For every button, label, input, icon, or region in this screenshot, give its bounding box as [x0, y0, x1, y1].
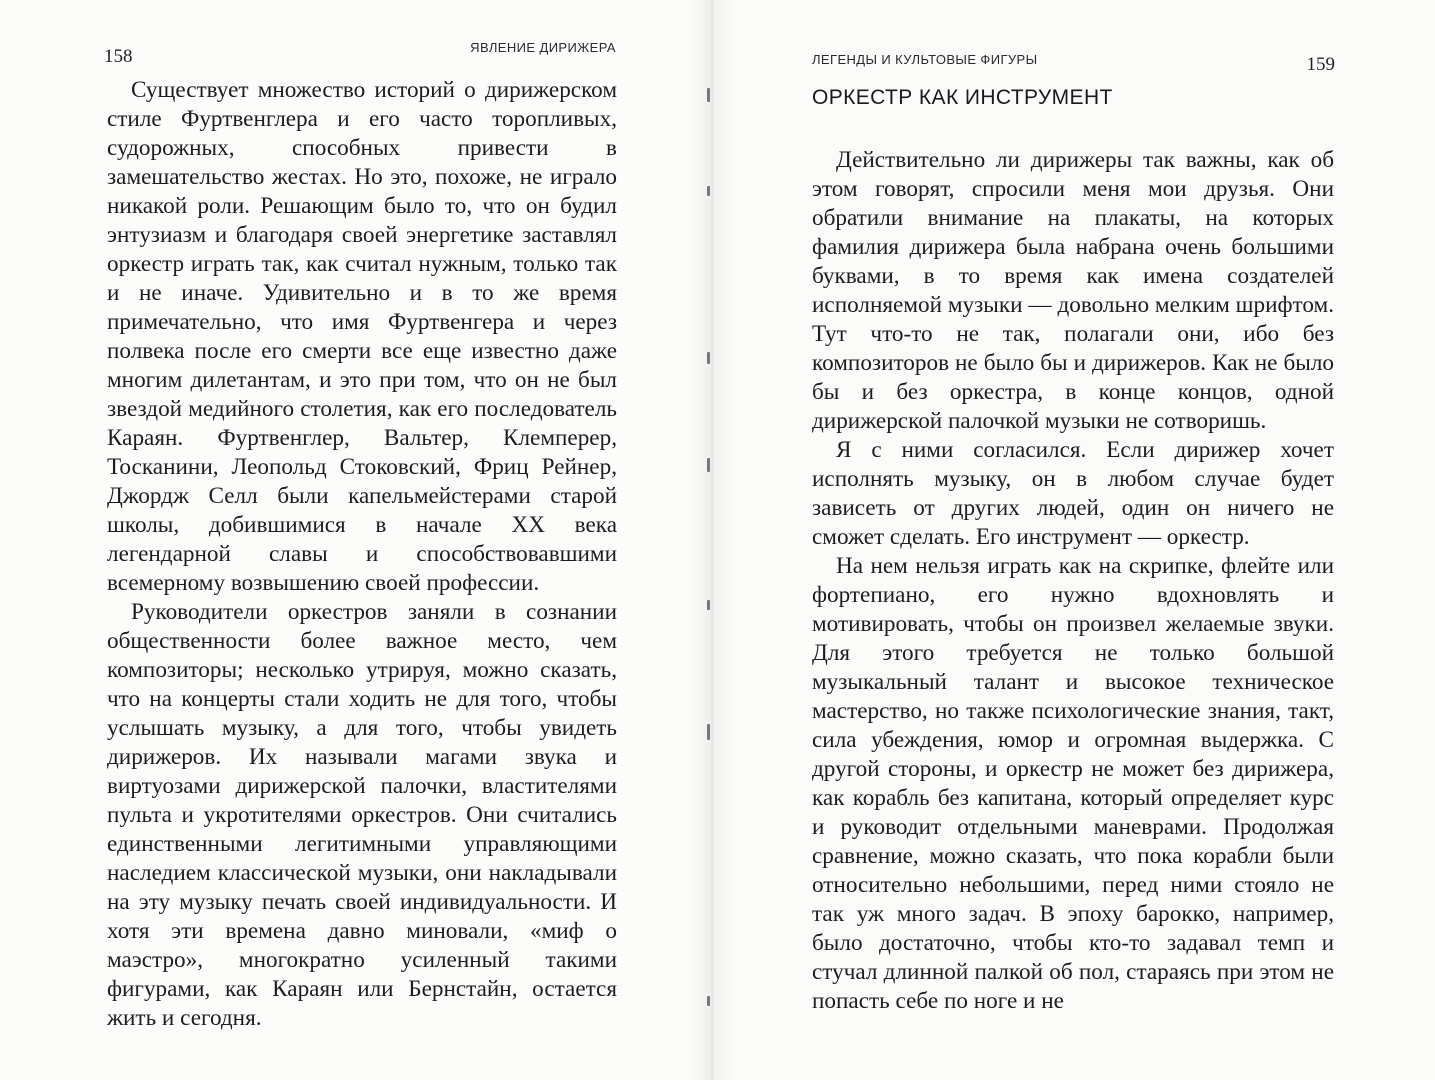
binding-mark — [707, 88, 710, 102]
paragraph: Я с ними согласился. Если дирижер хочет исполнять музыку, он в любом случае будет зависеть от других людей, один он ничего не сможет сделать. Его инструмент — оркестр. — [812, 437, 1334, 550]
right-page — [712, 0, 1435, 1080]
page-number: 158 — [104, 46, 133, 67]
paragraph: Существует множество историй о дирижерском стиле Фуртвенглера и его часто торопливых, судорожных, способных привести в замешательство жестах. Но это, похоже, не играло никакой роли. Решающим было то, что он будил энтузиазм и благодаря своей энергетике заставлял оркестр играть так, как считал нужным, только так и не иначе. Удивительно и в то же время примечательно, что имя Фуртвенгера и через полвека после его смерти все еще известно даже многим дилетантам, и это при том, что он не был звездой медийного столетия, как его последователь Караян. Фуртвенглер, Вальтер, Клемперер, Тосканини, Леопольд Стоковский, Фриц Рейнер, Джордж Селл были капельмейстерами старой школы, добившимися в начале XX века легендарной славы и способствовавшими всемерному возвышению своей профессии. — [107, 77, 617, 596]
binding-mark — [707, 186, 710, 196]
left-page — [0, 0, 712, 1080]
binding-mark — [707, 352, 710, 364]
binding-mark — [707, 600, 710, 610]
book-gutter — [690, 0, 734, 1080]
paragraph: Действительно ли дирижеры так важны, как об этом говорят, спросили меня мои друзья. Они обратили внимание на плакаты, на которых фамилия дирижера была набрана очень большими буквами, в то время как имена создателей исполняемой музыки — довольно мелким шрифтом. Тут что-то не так, полагали они, ибо без композиторов не было бы и дирижеров. Как не было бы и без оркестра, в конце концов, одной дирижерской палочкой музыки не сотворишь. — [812, 147, 1334, 434]
section-heading: ОРКЕСТР КАК ИНСТРУМЕНТ — [812, 86, 1113, 109]
running-head: ЯВЛЕНИЕ ДИРИЖЕРА — [470, 40, 616, 55]
paragraph: Руководители оркестров заняли в сознании общественности более важное место, чем композиторы; несколько утрируя, можно сказать, что на концерты стали ходить не для того, чтобы услышать музыку, а для того, чтобы увидеть дирижеров. Их называли магами звука и виртуозами дирижерской палочки, властителями пульта и укротителями оркестров. Они считались единственными легитимными управляющими наследием классической музыки, они накладывали на эту музыку печать своей индивидуальности. И хотя эти времена давно миновали, «миф о маэстро», многократно усиленный такими фигурами, как Караян или Бернстайн, остается жить и сегодня. — [107, 599, 617, 1031]
binding-mark — [707, 458, 710, 472]
body-text — [812, 146, 1334, 1016]
body-text — [107, 76, 617, 1033]
running-head: ЛЕГЕНДЫ И КУЛЬТОВЫЕ ФИГУРЫ — [812, 52, 1038, 67]
paragraph: На нем нельзя играть как на скрипке, флейте или фортепиано, его нужно вдохновлять и мотивировать, чтобы он произвел желаемые звуки. Для этого требуется не только большой музыкальный талант и высокое техническое мастерство, но также психологические знания, такт, сила убеждения, юмор и огромная выдержка. С другой стороны, и оркестр не может без дирижера, как корабль без капитана, который определяет курс и руководит отдельными маневрами. Продолжая сравнение, можно сказать, что пока корабли были относительно небольшими, перед ними стояло не так уж много задач. В эпоху барокко, например, было достаточно, чтобы кто-то задавал темп и стучал длинной палкой об пол, стараясь при этом не попасть себе по ноге и не — [812, 553, 1334, 1014]
page-number: 159 — [1306, 54, 1335, 75]
binding-mark — [707, 996, 710, 1006]
binding-mark — [707, 724, 710, 740]
